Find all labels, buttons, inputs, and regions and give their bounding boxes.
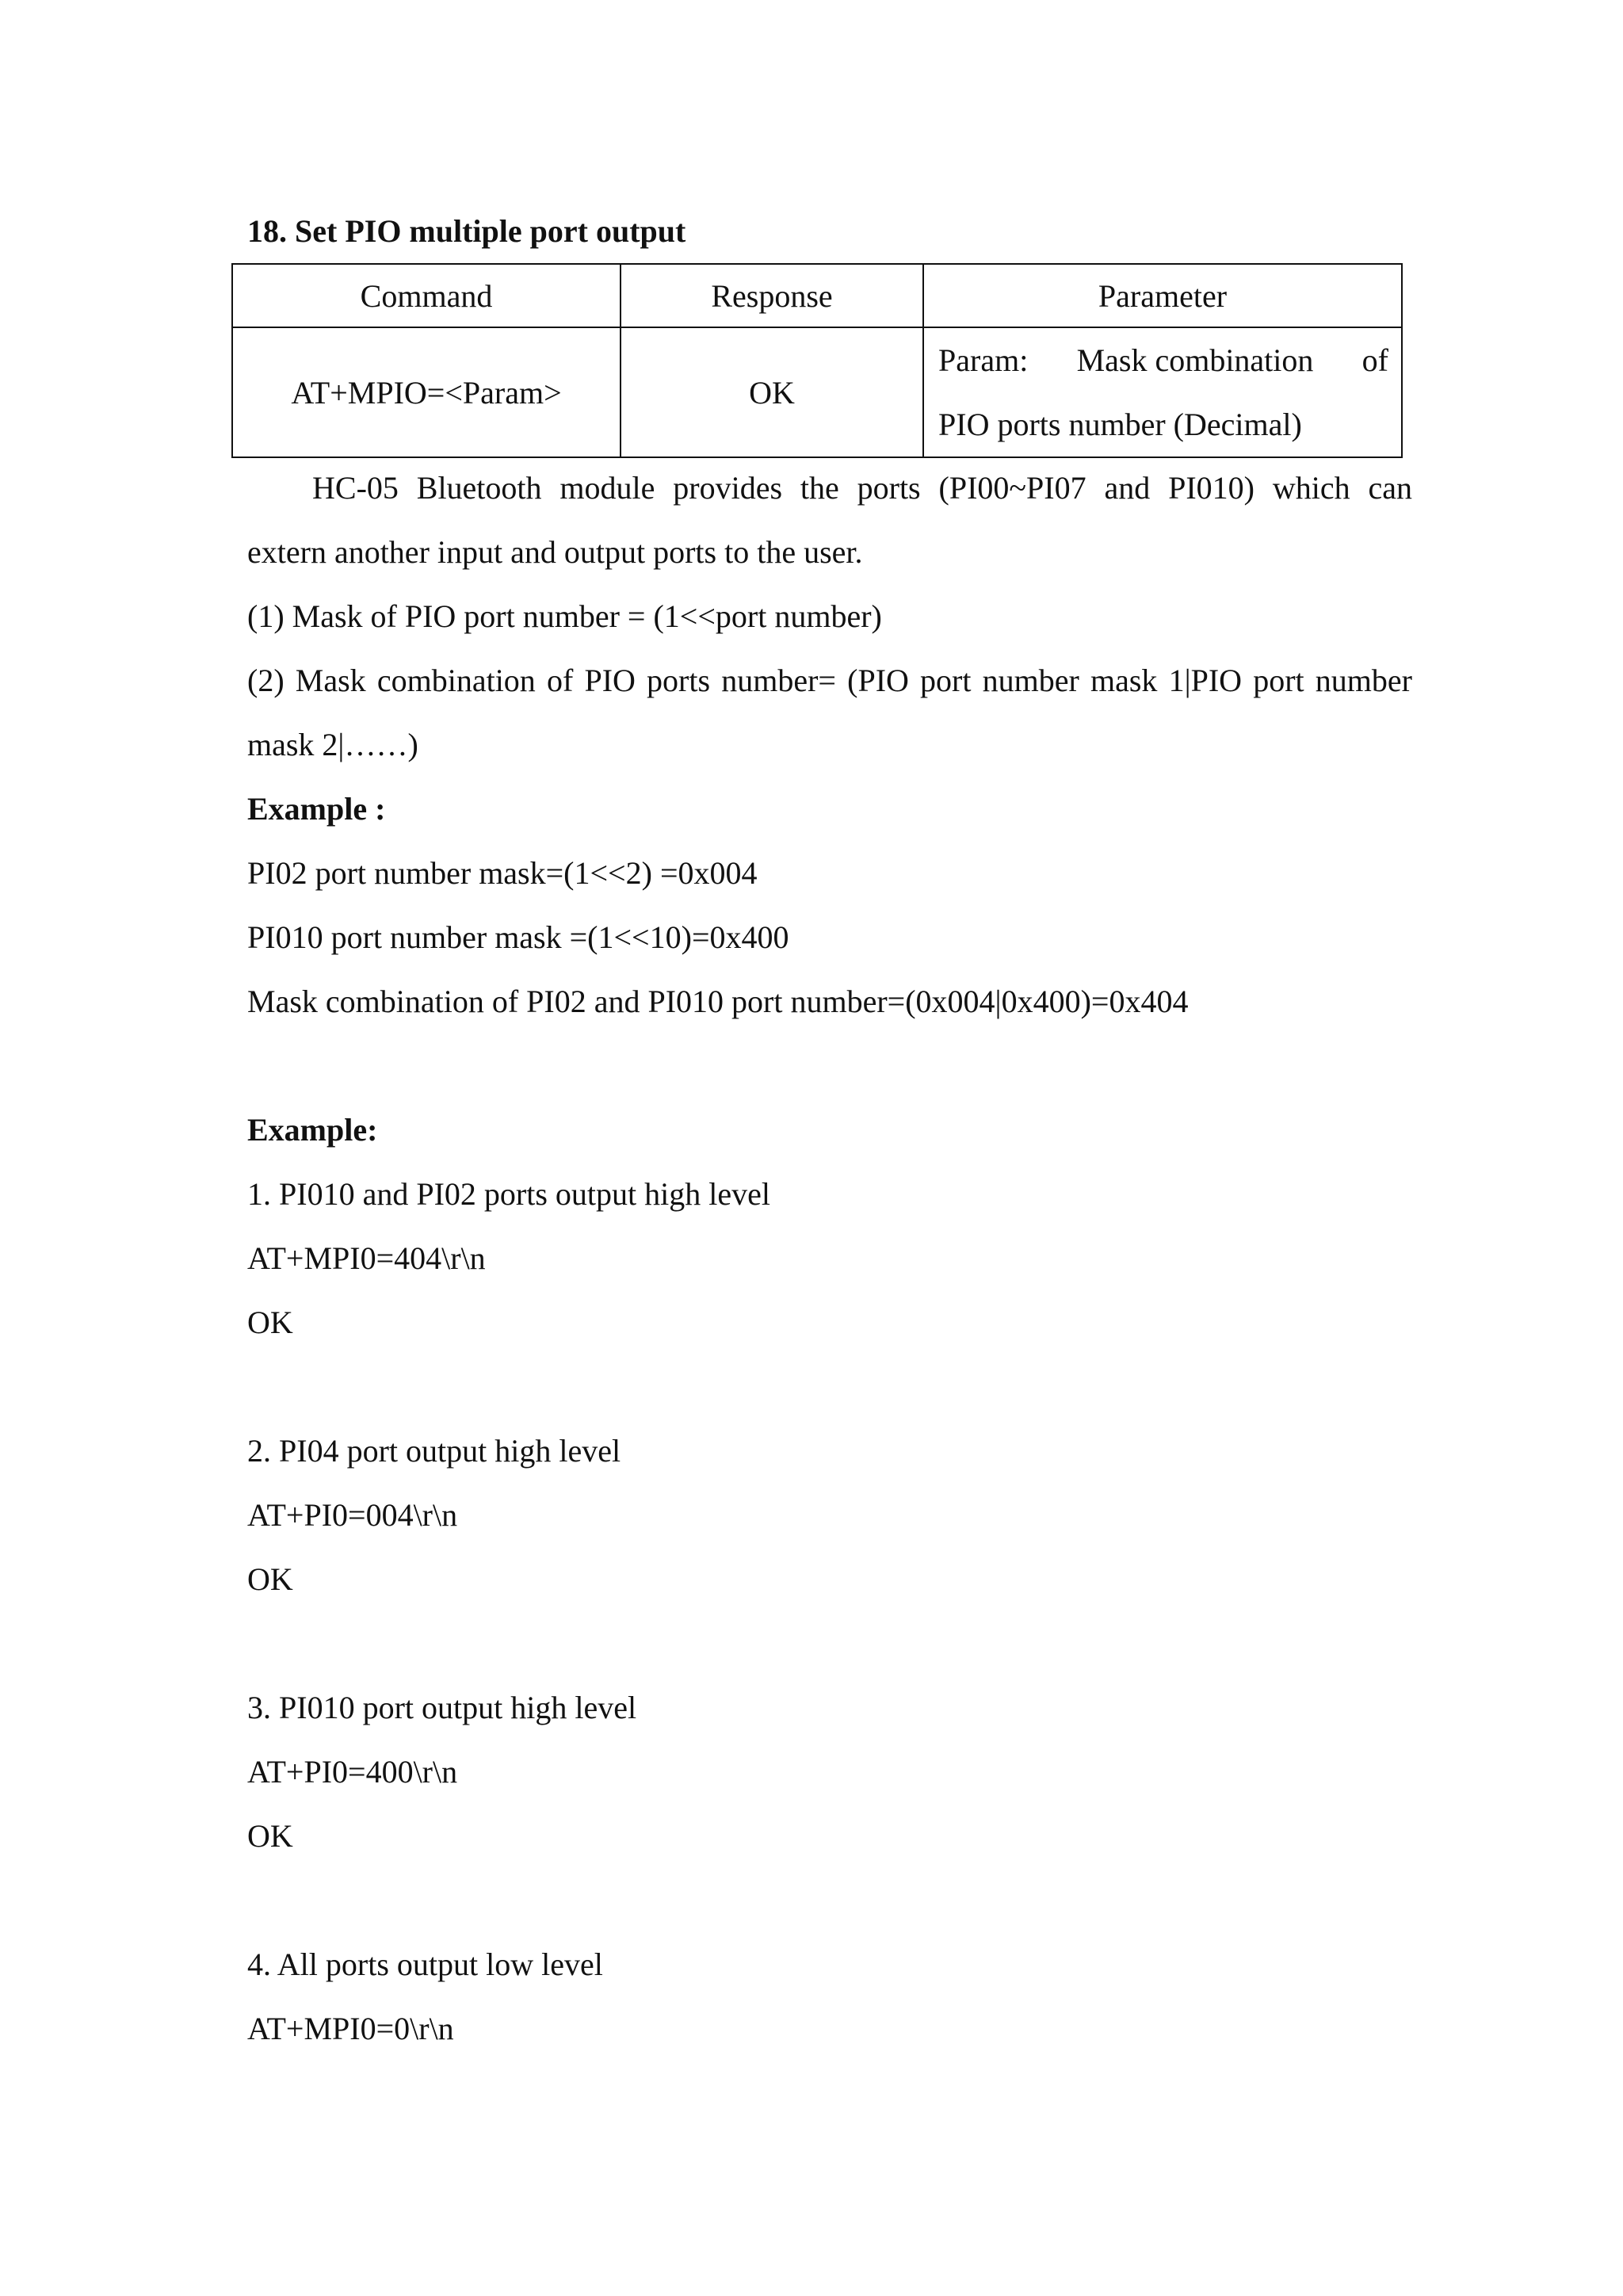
rule-2-line-1: (2) Mask combination of PIO ports number= (PIO port number mask 1|PIO port number	[247, 663, 1412, 698]
cell-command: AT+MPIO=<Param>	[232, 327, 621, 457]
table-header-row	[232, 264, 1402, 327]
example-3-command: AT+PI0=400\r\n	[247, 1754, 458, 1790]
intro-line-2: extern another input and output ports to the user.	[247, 534, 863, 570]
example-2-command: AT+PI0=004\r\n	[247, 1497, 458, 1533]
parameter-text: Mask combination	[1076, 342, 1314, 378]
example-2-response: OK	[247, 1561, 293, 1597]
rule-2-line-2: mask 2|……)	[247, 727, 418, 762]
example-calc-line-2: PI010 port number mask =(1<<10)=0x400	[247, 919, 789, 955]
header-response: Response	[621, 264, 923, 327]
parameter-label: Param:	[938, 342, 1029, 378]
example-2-desc: 2. PI04 port output high level	[247, 1433, 621, 1469]
example-1-command: AT+MPI0=404\r\n	[247, 1240, 486, 1276]
intro-paragraph	[247, 456, 1412, 584]
section-heading: 18. Set PIO multiple port output	[247, 213, 686, 249]
example-4-command: AT+MPI0=0\r\n	[247, 2011, 454, 2046]
parameter-text-end: of	[1361, 342, 1388, 378]
command-table	[231, 263, 1403, 458]
parameter-line-1	[938, 328, 1388, 392]
example-calc-line-3: Mask combination of PI02 and PI010 port number=(0x004|0x400)=0x404	[247, 984, 1189, 1019]
rule-2	[247, 648, 1412, 777]
example-3-desc: 3. PI010 port output high level	[247, 1690, 637, 1725]
rule-1: (1) Mask of PIO port number = (1<<port number)	[247, 598, 882, 634]
example-1-response: OK	[247, 1305, 293, 1340]
table-row	[232, 327, 1402, 457]
example-4-desc: 4. All ports output low level	[247, 1946, 603, 1982]
cell-parameter	[923, 327, 1402, 457]
example-calc-title: Example :	[247, 791, 386, 827]
example-calc-line-1: PI02 port number mask=(1<<2) =0x004	[247, 855, 758, 891]
cell-response: OK	[621, 327, 923, 457]
header-parameter: Parameter	[923, 264, 1402, 327]
parameter-line-2: PIO ports number (Decimal)	[938, 407, 1302, 442]
header-command: Command	[232, 264, 621, 327]
intro-line-1: HC-05 Bluetooth module provides the ports (PI00~PI07 and PI010) which can	[312, 470, 1412, 506]
example-3-response: OK	[247, 1818, 293, 1854]
examples-title: Example:	[247, 1112, 378, 1148]
example-1-desc: 1. PI010 and PI02 ports output high level	[247, 1176, 770, 1212]
